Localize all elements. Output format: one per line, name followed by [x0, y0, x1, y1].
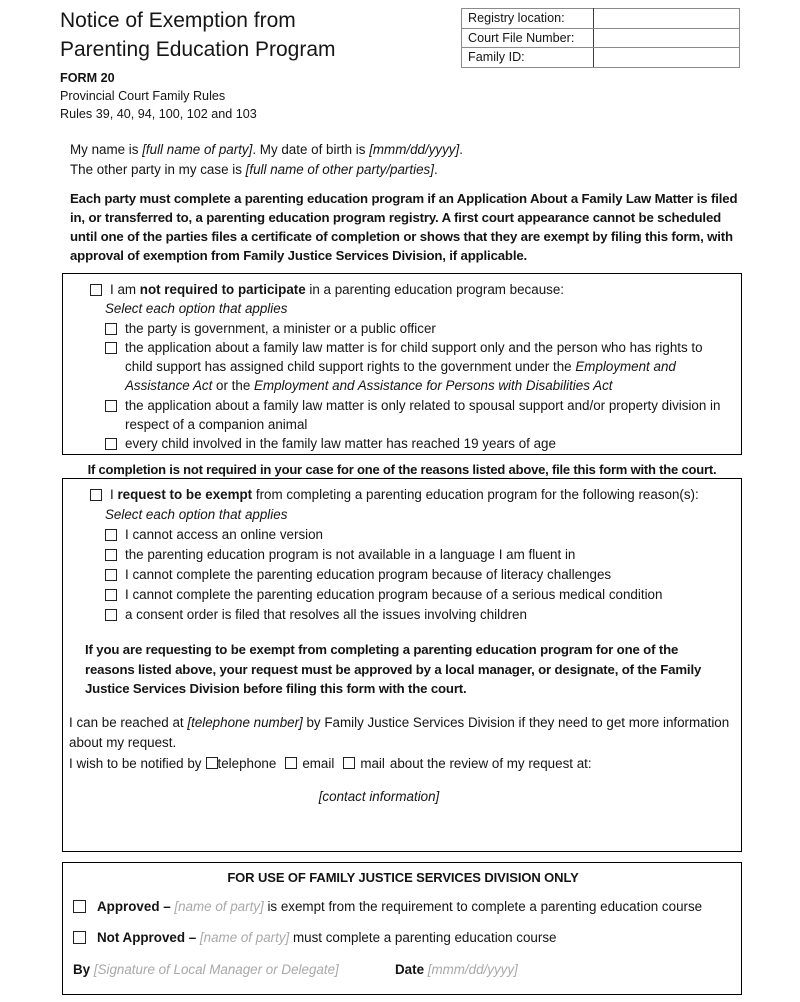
telephone-checkbox[interactable] — [206, 757, 218, 769]
child-support-assigned-label: the application about a family law matter is for child support only and the person who has rights to child support has assigned child support rights to the government under the Employment and Assistance Act or the Employment and Assistance for Persons with Disabilities Act — [125, 339, 703, 394]
mail-label: mail — [360, 755, 385, 771]
option-medical-row — [105, 585, 733, 605]
language-unavailable-checkbox[interactable] — [105, 549, 117, 561]
not-required-option-row — [90, 280, 733, 299]
telephone-label: telephone — [217, 755, 277, 771]
option-literacy-row — [105, 565, 733, 585]
family-id-row — [462, 48, 740, 68]
not-approved-label: Not Approved – [name of party] must complete a parenting education course — [97, 930, 557, 945]
email-checkbox[interactable] — [285, 757, 297, 769]
registry-location-field[interactable] — [594, 9, 740, 29]
date-field[interactable]: Date [mmm/dd/yyyy] — [395, 962, 518, 977]
intro-line-2: The other party in my case is [full name of other party/parties]. — [70, 162, 438, 177]
not-required-section — [62, 273, 742, 455]
no-online-access-label: I cannot access an online version — [125, 527, 324, 542]
registry-location-row — [462, 9, 740, 29]
not-required-checkbox[interactable] — [90, 284, 102, 296]
literacy-challenges-checkbox[interactable] — [105, 569, 117, 581]
language-unavailable-label: the parenting education program is not available in a language I am fluent in — [125, 547, 576, 562]
request-exempt-option-row — [90, 485, 733, 505]
government-party-label: the party is government, a minister or a public officer — [125, 320, 436, 336]
option-consent-order-row — [105, 605, 733, 625]
intro-paragraph — [70, 140, 740, 180]
file-form-instruction: If completion is not required in your case for one of the reasons listed above, file this form with the court. — [87, 462, 717, 477]
select-options-instruction-2: Select each option that applies — [105, 507, 288, 522]
notify-suffix: about the review of my request at: — [389, 755, 592, 771]
registry-table — [461, 8, 740, 68]
spousal-property-label: the application about a family law matter is only related to spousal support and/or property division in respect of a companion animal — [125, 397, 721, 433]
fjsd-title: FOR USE OF FAMILY JUSTICE SERVICES DIVISION ONLY — [227, 870, 579, 885]
court-file-number-row — [462, 28, 740, 48]
government-party-checkbox[interactable] — [105, 323, 117, 335]
mail-checkbox[interactable] — [343, 757, 355, 769]
spousal-property-checkbox[interactable] — [105, 400, 117, 412]
consent-order-label: a consent order is filed that resolves all the issues involving children — [125, 607, 527, 622]
page-title-line-2: Parenting Education Program — [60, 38, 336, 61]
approved-row — [73, 897, 733, 917]
not-approved-checkbox[interactable] — [73, 931, 86, 944]
child-age-19-checkbox[interactable] — [105, 438, 117, 450]
intro-line-1: My name is [full name of party]. My date of birth is [mmm/dd/yyyy]. — [70, 142, 463, 157]
family-id-label: Family ID: — [462, 48, 594, 68]
notify-line — [69, 754, 733, 775]
option-language-row — [105, 545, 733, 565]
option-spousal-property-row — [105, 396, 733, 435]
no-online-access-checkbox[interactable] — [105, 529, 117, 541]
rules-title: Provincial Court Family Rules — [60, 89, 226, 103]
family-id-field[interactable] — [594, 48, 740, 68]
not-approved-row — [73, 928, 733, 948]
option-child-age-row — [105, 434, 733, 453]
court-file-number-label: Court File Number: — [462, 28, 594, 48]
not-required-label: I am not required to participate in a parenting education program because: — [110, 282, 564, 297]
request-exempt-label: I request to be exempt from completing a parenting education program for the following reason(s): — [110, 487, 699, 502]
notify-prefix: I wish to be notified by — [69, 755, 202, 771]
court-file-number-field[interactable] — [594, 28, 740, 48]
literacy-challenges-label: I cannot complete the parenting education program because of literacy challenges — [125, 567, 612, 582]
select-options-instruction: Select each option that applies — [105, 301, 288, 317]
form-number: FORM 20 — [60, 71, 115, 85]
contact-information-placeholder[interactable]: [contact information] — [318, 789, 440, 804]
medical-condition-checkbox[interactable] — [105, 589, 117, 601]
child-support-assigned-checkbox[interactable] — [105, 342, 117, 354]
page-title-line-1: Notice of Exemption from — [60, 9, 296, 32]
option-online-row — [105, 525, 733, 545]
child-age-19-label: every child involved in the family law matter has reached 19 years of age — [125, 436, 556, 452]
approved-checkbox[interactable] — [73, 900, 86, 913]
approval-notice: If you are requesting to be exempt from completing a parenting education program for one of the reasons listed above, your request must be approved by a local manager, or designate, of the Family Justice Services Division before filing this form with the court. — [85, 642, 702, 696]
option-government-row — [105, 319, 733, 338]
signature-row — [73, 960, 733, 980]
rules-list: Rules 39, 40, 94, 100, 102 and 103 — [60, 107, 257, 121]
request-exempt-section — [62, 478, 742, 852]
email-label: email — [302, 755, 335, 771]
fjsd-section — [62, 862, 742, 995]
signature-field[interactable]: By [Signature of Local Manager or Delegate] — [73, 962, 339, 977]
medical-condition-label: I cannot complete the parenting education program because of a serious medical condition — [125, 587, 663, 602]
option-child-support-row — [105, 338, 733, 396]
contact-reach-paragraph: I can be reached at [telephone number] by Family Justice Services Division if they need to get more information about my request. — [69, 714, 730, 750]
consent-order-checkbox[interactable] — [105, 609, 117, 621]
approved-label: Approved – [name of party] is exempt from the requirement to complete a parenting education course — [97, 899, 703, 914]
notice-paragraph: Each party must complete a parenting education program if an Application About a Family Law Matter is filed in, or transferred to, a parenting education program registry. A first court appearance cannot be scheduled until one of the parties files a certificate of completion or shows that they are exempt by filing this form, with approval of exemption from Family Justice Services Division, if applicable. — [70, 191, 738, 263]
request-exempt-checkbox[interactable] — [90, 489, 102, 501]
registry-location-label: Registry location: — [462, 9, 594, 29]
